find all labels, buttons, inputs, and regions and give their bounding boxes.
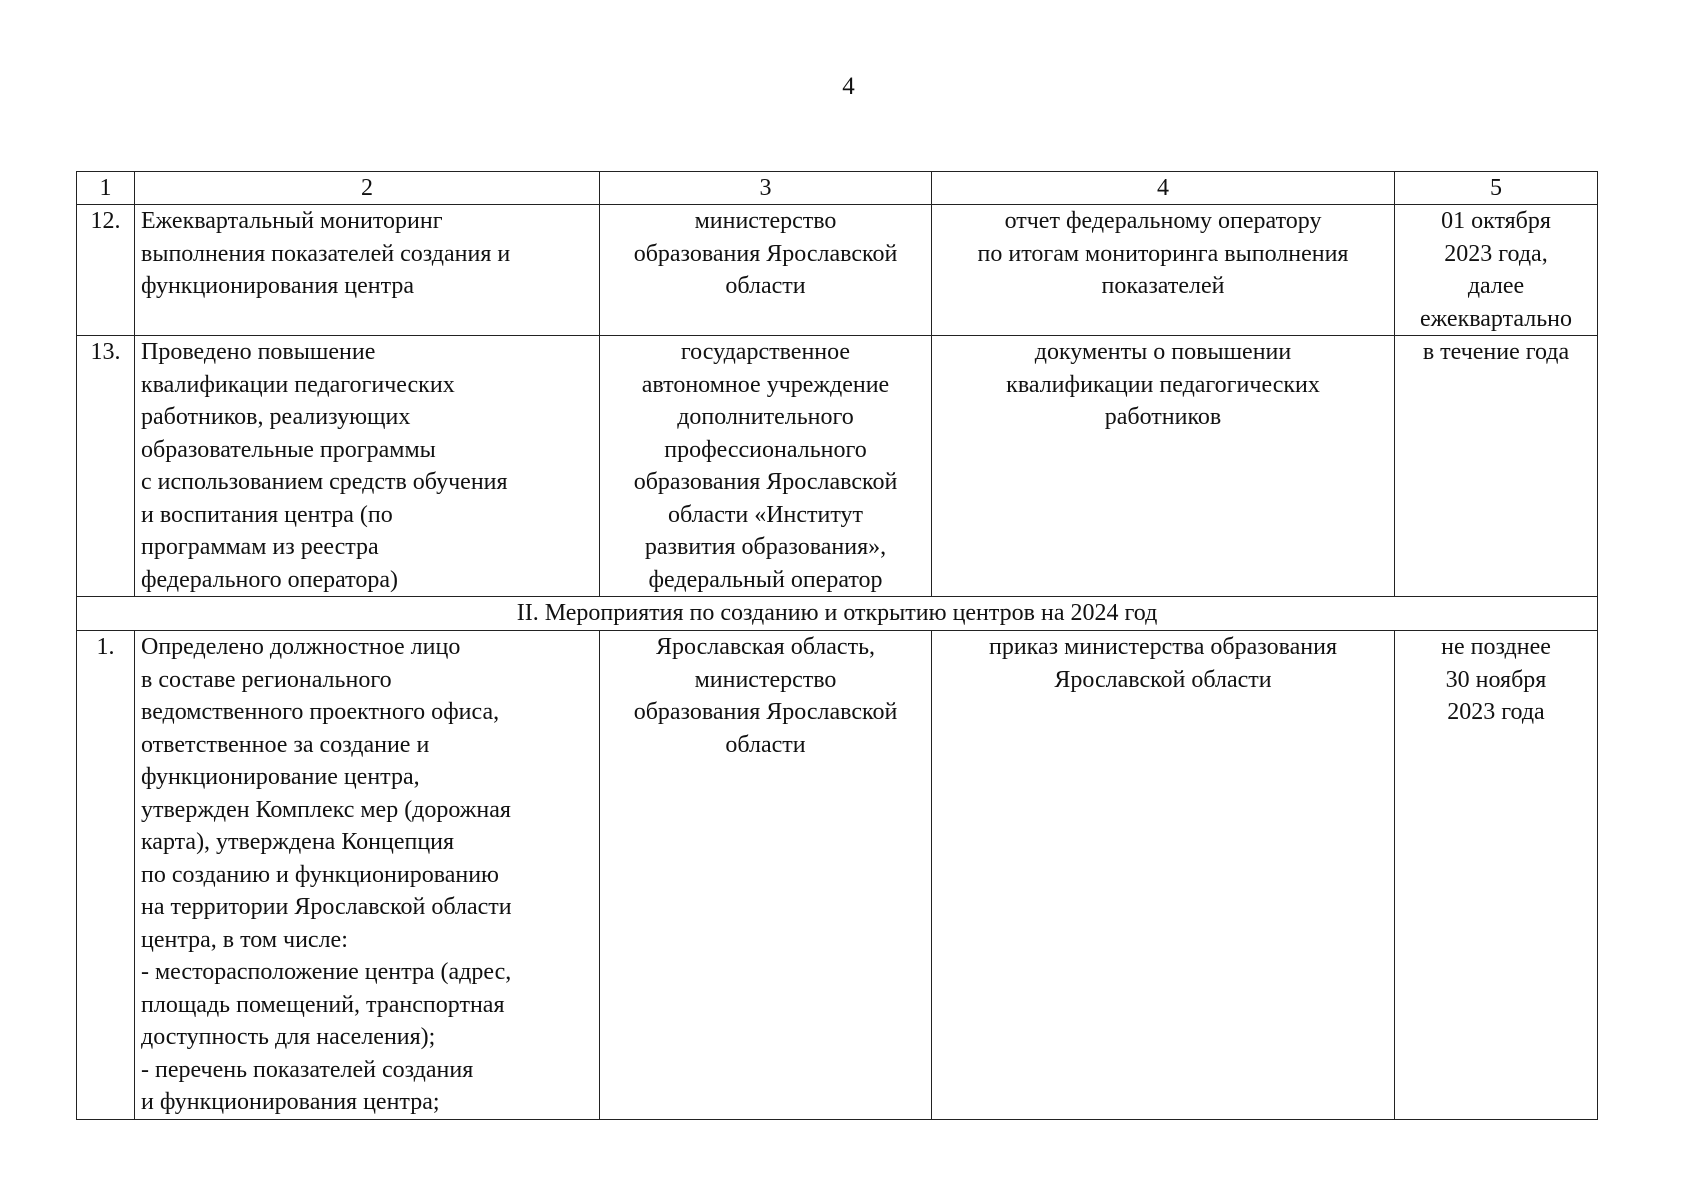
column-header-2: 2 [135, 172, 600, 205]
deadline-cell [1395, 631, 1598, 1120]
activity-cell [135, 336, 600, 597]
cell-line: показателей [1101, 273, 1225, 299]
table-row [77, 631, 1598, 1120]
cell-line: Ежеквартальный мониторинг [141, 208, 443, 234]
cell-line: области [725, 273, 806, 299]
cell-line: доступность для населения); [141, 1024, 436, 1050]
responsible-cell [600, 631, 932, 1120]
column-number-header-row [77, 172, 1598, 205]
cell-line: образования Ярославской [633, 699, 898, 725]
cell-line: в течение года [1422, 339, 1570, 365]
cell-line: профессионального [664, 436, 867, 463]
cell-line: Определено должностное лицо [141, 634, 461, 660]
cell-line: далее [1467, 273, 1525, 299]
table-row [77, 205, 1598, 336]
cell-line: министерство [694, 666, 837, 693]
cell-line: утвержден Комплекс мер (дорожная [141, 796, 511, 823]
cell-line: 2023 года [1447, 699, 1545, 725]
cell-line: работников, реализующих [141, 404, 411, 430]
deadline-cell [1395, 336, 1598, 597]
result-cell [932, 631, 1395, 1120]
section-heading: II. Мероприятия по созданию и открытию центров на 2024 год [77, 597, 1598, 631]
page-number: 4 [842, 73, 855, 100]
cell-line: площадь помещений, транспортная [141, 991, 505, 1018]
activity-cell [135, 205, 600, 336]
column-header-1: 1 [77, 172, 135, 205]
cell-line: дополнительного [677, 404, 854, 430]
cell-line: федеральный оператор [648, 566, 883, 593]
cell-line: - месторасположение центра (адрес, [141, 959, 512, 985]
cell-line: области «Институт [667, 501, 864, 528]
cell-line: программам из реестра [141, 534, 379, 560]
cell-line: работников [1104, 404, 1222, 430]
cell-line: ведомственного проектного офиса, [141, 699, 500, 725]
action-plan-table [76, 171, 1598, 1120]
result-cell [932, 205, 1395, 336]
table-row [77, 336, 1598, 597]
cell-line: 2023 года, [1444, 240, 1548, 267]
cell-line: не позднее [1441, 634, 1551, 660]
cell-line: федерального оператора) [141, 566, 398, 593]
column-header-3: 3 [600, 172, 932, 205]
responsible-cell [600, 336, 932, 597]
row-number: 1. [77, 631, 135, 1120]
cell-line: в составе регионального [141, 666, 392, 693]
cell-line: образования Ярославской [633, 469, 898, 495]
row-number: 13. [77, 336, 135, 597]
cell-line: автономное учреждение [641, 371, 890, 398]
cell-line: министерство [694, 208, 837, 234]
cell-line: и воспитания центра (по [141, 501, 393, 528]
cell-line: отчет федеральному оператору [1004, 208, 1322, 234]
cell-line: карта), утверждена Концепция [141, 829, 455, 855]
cell-line: области [725, 731, 806, 758]
cell-line: приказ министерства образования [988, 634, 1338, 660]
cell-line: на территории Ярославской области [141, 894, 512, 920]
cell-line: по итогам мониторинга выполнения [977, 240, 1349, 267]
cell-line: Ярославской области [1054, 666, 1272, 693]
deadline-cell [1395, 205, 1598, 336]
section-heading-row [77, 597, 1598, 631]
responsible-cell [600, 205, 932, 336]
cell-line: развития образования», [644, 534, 887, 560]
column-header-5: 5 [1395, 172, 1598, 205]
cell-line: функционирования центра [141, 273, 414, 299]
cell-line: 01 октября [1441, 208, 1551, 234]
cell-line: документы о повышении [1034, 339, 1292, 365]
cell-line: центра, в том числе: [141, 926, 348, 953]
cell-line: выполнения показателей создания и [141, 240, 511, 267]
cell-line: ответственное за создание и [141, 731, 430, 758]
cell-line: и функционирования центра; [141, 1089, 440, 1115]
cell-line: ежеквартально [1420, 305, 1572, 332]
cell-line: образования Ярославской [633, 240, 898, 267]
cell-line: - перечень показателей создания [141, 1056, 474, 1083]
cell-line: Ярославская область, [655, 634, 876, 660]
cell-line: квалификации педагогических [141, 371, 455, 398]
cell-line: функционирование центра, [141, 764, 420, 790]
cell-line: по созданию и функционированию [141, 861, 499, 888]
cell-line: с использованием средств обучения [141, 469, 508, 495]
cell-line: образовательные программы [141, 436, 436, 463]
column-header-4: 4 [932, 172, 1395, 205]
cell-line: государственное [680, 339, 851, 365]
activity-cell [135, 631, 600, 1120]
cell-line: квалификации педагогических [1006, 371, 1320, 398]
row-number: 12. [77, 205, 135, 336]
cell-line: Проведено повышение [141, 339, 376, 365]
cell-line: 30 ноября [1445, 666, 1547, 693]
result-cell [932, 336, 1395, 597]
